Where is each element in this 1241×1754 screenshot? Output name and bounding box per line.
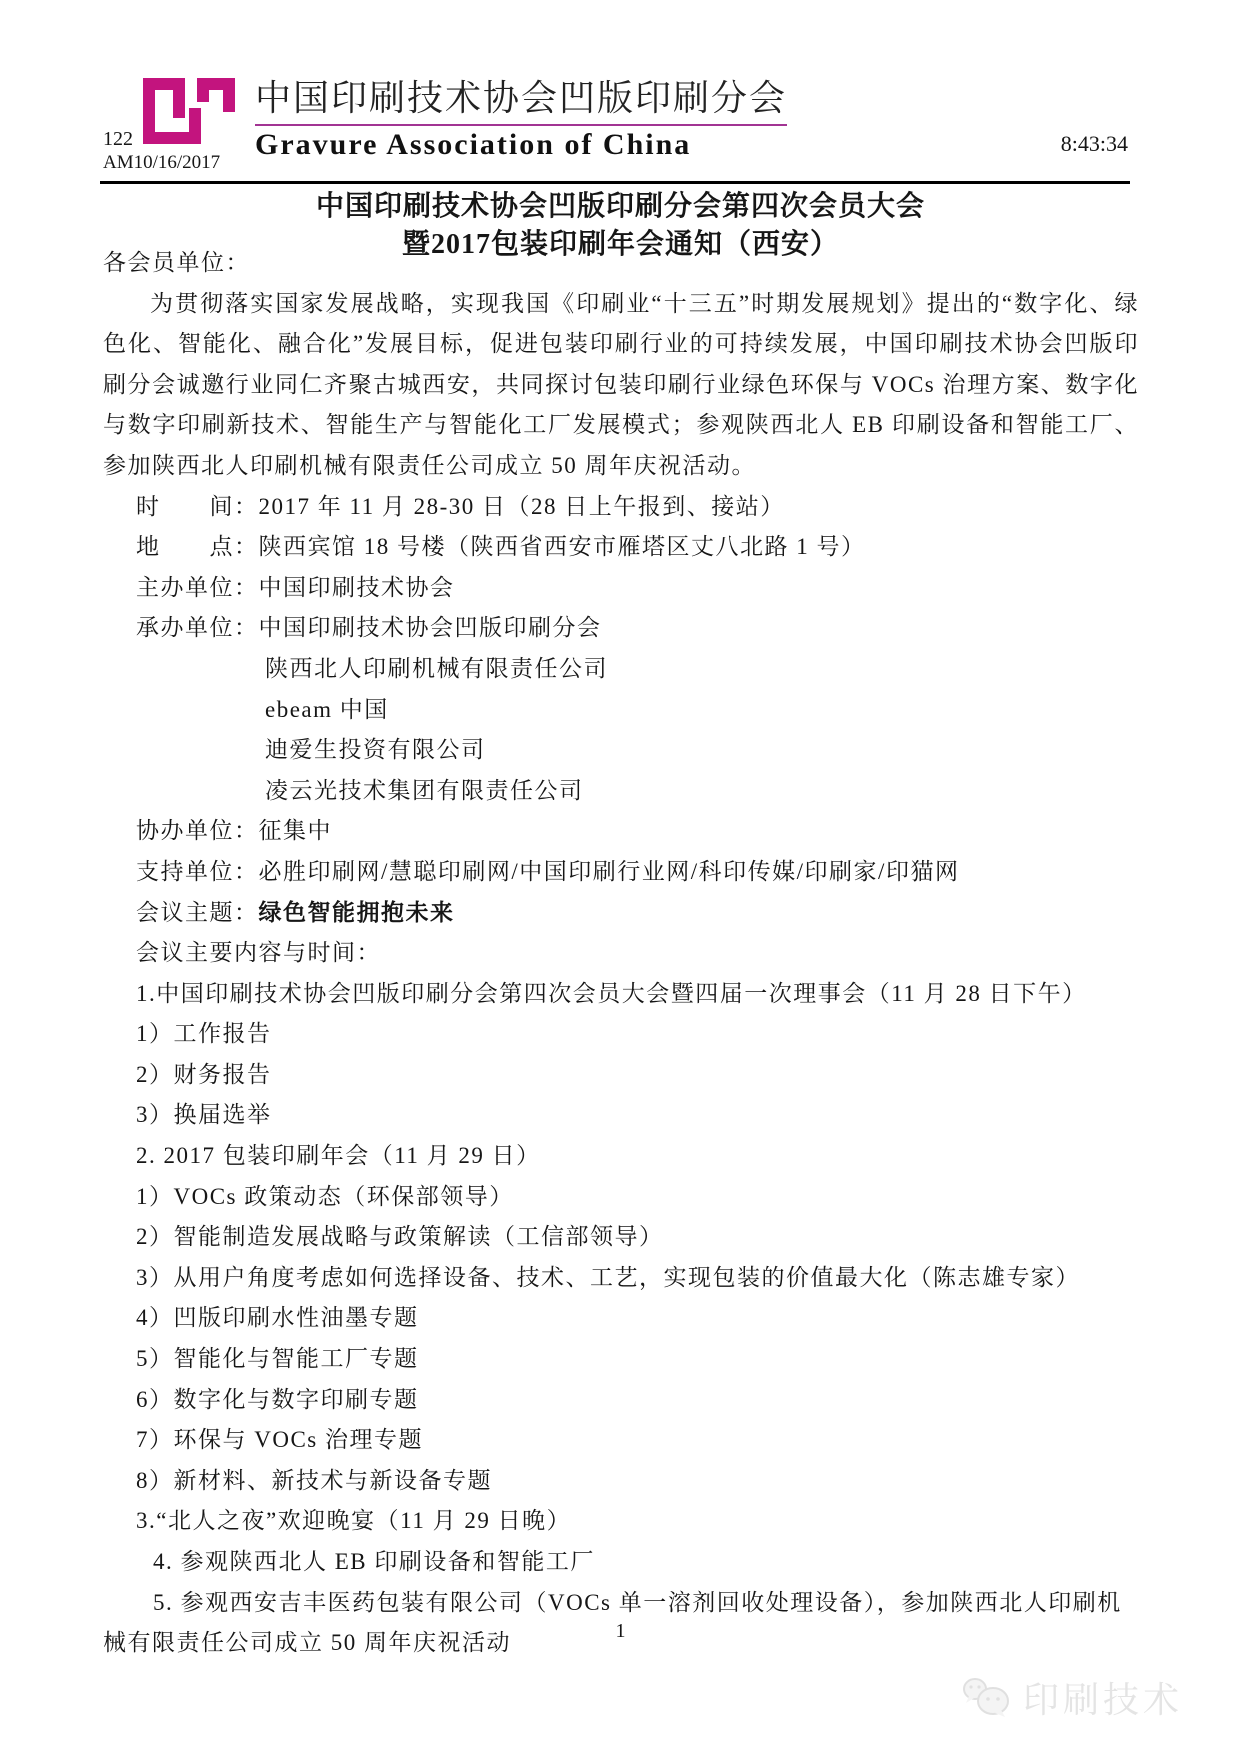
doc-line-agenda-2-1: 1）VOCs 政策动态（环保部领导） (136, 1183, 514, 1209)
doc-line-agenda-2-8: 8）新材料、新技术与新设备专题 (136, 1467, 492, 1493)
gravure-association-logo-icon (137, 74, 241, 156)
doc-line-salutation: 各会员单位： (103, 250, 250, 275)
doc-line-agenda-1-3: 3）换届选举 (136, 1102, 272, 1128)
doc-title-line2: 暨2017包装印刷年会通知（西安） (401, 229, 839, 260)
scan-date: AM10/16/2017 (103, 152, 221, 173)
doc-line-organizer2: 陕西北人印刷机械有限责任公司 (265, 655, 608, 681)
watermark (961, 1672, 1183, 1723)
watermark-label: 印刷技术 (1022, 1679, 1183, 1720)
doc-line-host: 主办单位：中国印刷技术协会 (136, 574, 455, 600)
doc-line-agenda-2: 2. 2017 包装印刷年会（11 月 29 日） (136, 1143, 541, 1169)
doc-line-agenda-2-5: 5）智能化与智能工厂专题 (136, 1346, 419, 1372)
doc-line-organizer5: 凌云光技术集团有限责任公司 (265, 777, 584, 803)
doc-line-organizer3: ebeam 中国 (265, 696, 389, 722)
theme-value: 绿色智能拥抱未来 (258, 899, 455, 925)
org-name-zh: 中国印刷技术协会凹版印刷分会 (255, 70, 787, 126)
doc-line-organizer: 承办单位：中国印刷技术协会凹版印刷分会 (136, 615, 602, 641)
doc-line-time: 时 间：2017 年 11 月 28-30 日（28 日上午报到、接站） (136, 493, 785, 519)
doc-line-agenda-2-4: 4）凹版印刷水性油墨专题 (136, 1305, 419, 1331)
doc-line-agenda-5: 5. 参观西安吉丰医药包装有限公司（VOCs 单一溶剂回收处理设备），参加陕西北人印刷机械有限责任公司成立 50 周年庆祝活动 (103, 1589, 1122, 1656)
doc-line-venue: 地 点：陕西宾馆 18 号楼（陕西省西安市雁塔区丈八北路 1 号） (136, 534, 866, 560)
doc-line-agenda-2-6: 6）数字化与数字印刷专题 (136, 1386, 419, 1412)
doc-line-agenda-heading: 会议主要内容与时间： (136, 940, 381, 966)
doc-line-agenda-1-2: 2）财务报告 (136, 1061, 272, 1087)
doc-intro-paragraph: 为贯彻落实国家发展战略，实现我国《印刷业“十三五”时期发展规划》提出的“数字化、绿色化、智能化、融合化”发展目标，促进包装印刷行业的可持续发展，中国印刷技术协会凹版印刷分会诚邀行业同仁齐聚古城西安，共同探讨包装印刷行业绿色环保与 VOCs 治理方案、数字化与数字印刷新技术、智能生产与智能化工厂发展模式；参观陕西北人 EB 印刷设备和智能工厂、参加陕西北人印刷机械有限责任公司成立 50 周年庆祝活动。 (103, 290, 1139, 478)
doc-body (103, 243, 1139, 1664)
doc-line-agenda-2-2: 2）智能制造发展战略与政策解读（工信部领导） (136, 1224, 664, 1250)
doc-line-agenda-1: 1.中国印刷技术协会凹版印刷分会第四次会员大会暨四届一次理事会（11 月 28 日下午） (136, 980, 1087, 1006)
org-name-en: Gravure Association of China (255, 128, 692, 161)
doc-line-agenda-2-7: 7）环保与 VOCs 治理专题 (136, 1427, 424, 1453)
wechat-icon (961, 1676, 1013, 1720)
page-number: 1 (615, 1620, 626, 1642)
scan-time: 8:43:34 (1060, 131, 1128, 156)
doc-line-agenda-2-3: 3）从用户角度考虑如何选择设备、技术、工艺，实现包装的价值最大化（陈志雄专家） (136, 1264, 1080, 1290)
doc-line-agenda-4: 4. 参观陕西北人 EB 印刷设备和智能工厂 (153, 1549, 595, 1574)
doc-line-theme (103, 893, 1139, 934)
doc-line-agenda-1-1: 1）工作报告 (136, 1021, 272, 1047)
doc-line-coorganizer: 协办单位：征集中 (136, 818, 332, 844)
letterhead (255, 70, 787, 162)
doc-title-line1: 中国印刷技术协会凹版印刷分会第四次会员大会 (315, 191, 925, 222)
doc-line-organizer4: 迪爱生投资有限公司 (265, 737, 486, 763)
theme-label: 会议主题： (136, 899, 259, 925)
page-counter: 122 (103, 128, 133, 150)
doc-line-supporters: 支持单位：必胜印刷网/慧聪印刷网/中国印刷行业网/科印传媒/印刷家/印猫网 (136, 858, 960, 884)
doc-line-agenda-3: 3.“北人之夜”欢迎晚宴（11 月 29 日晚） (136, 1508, 572, 1534)
